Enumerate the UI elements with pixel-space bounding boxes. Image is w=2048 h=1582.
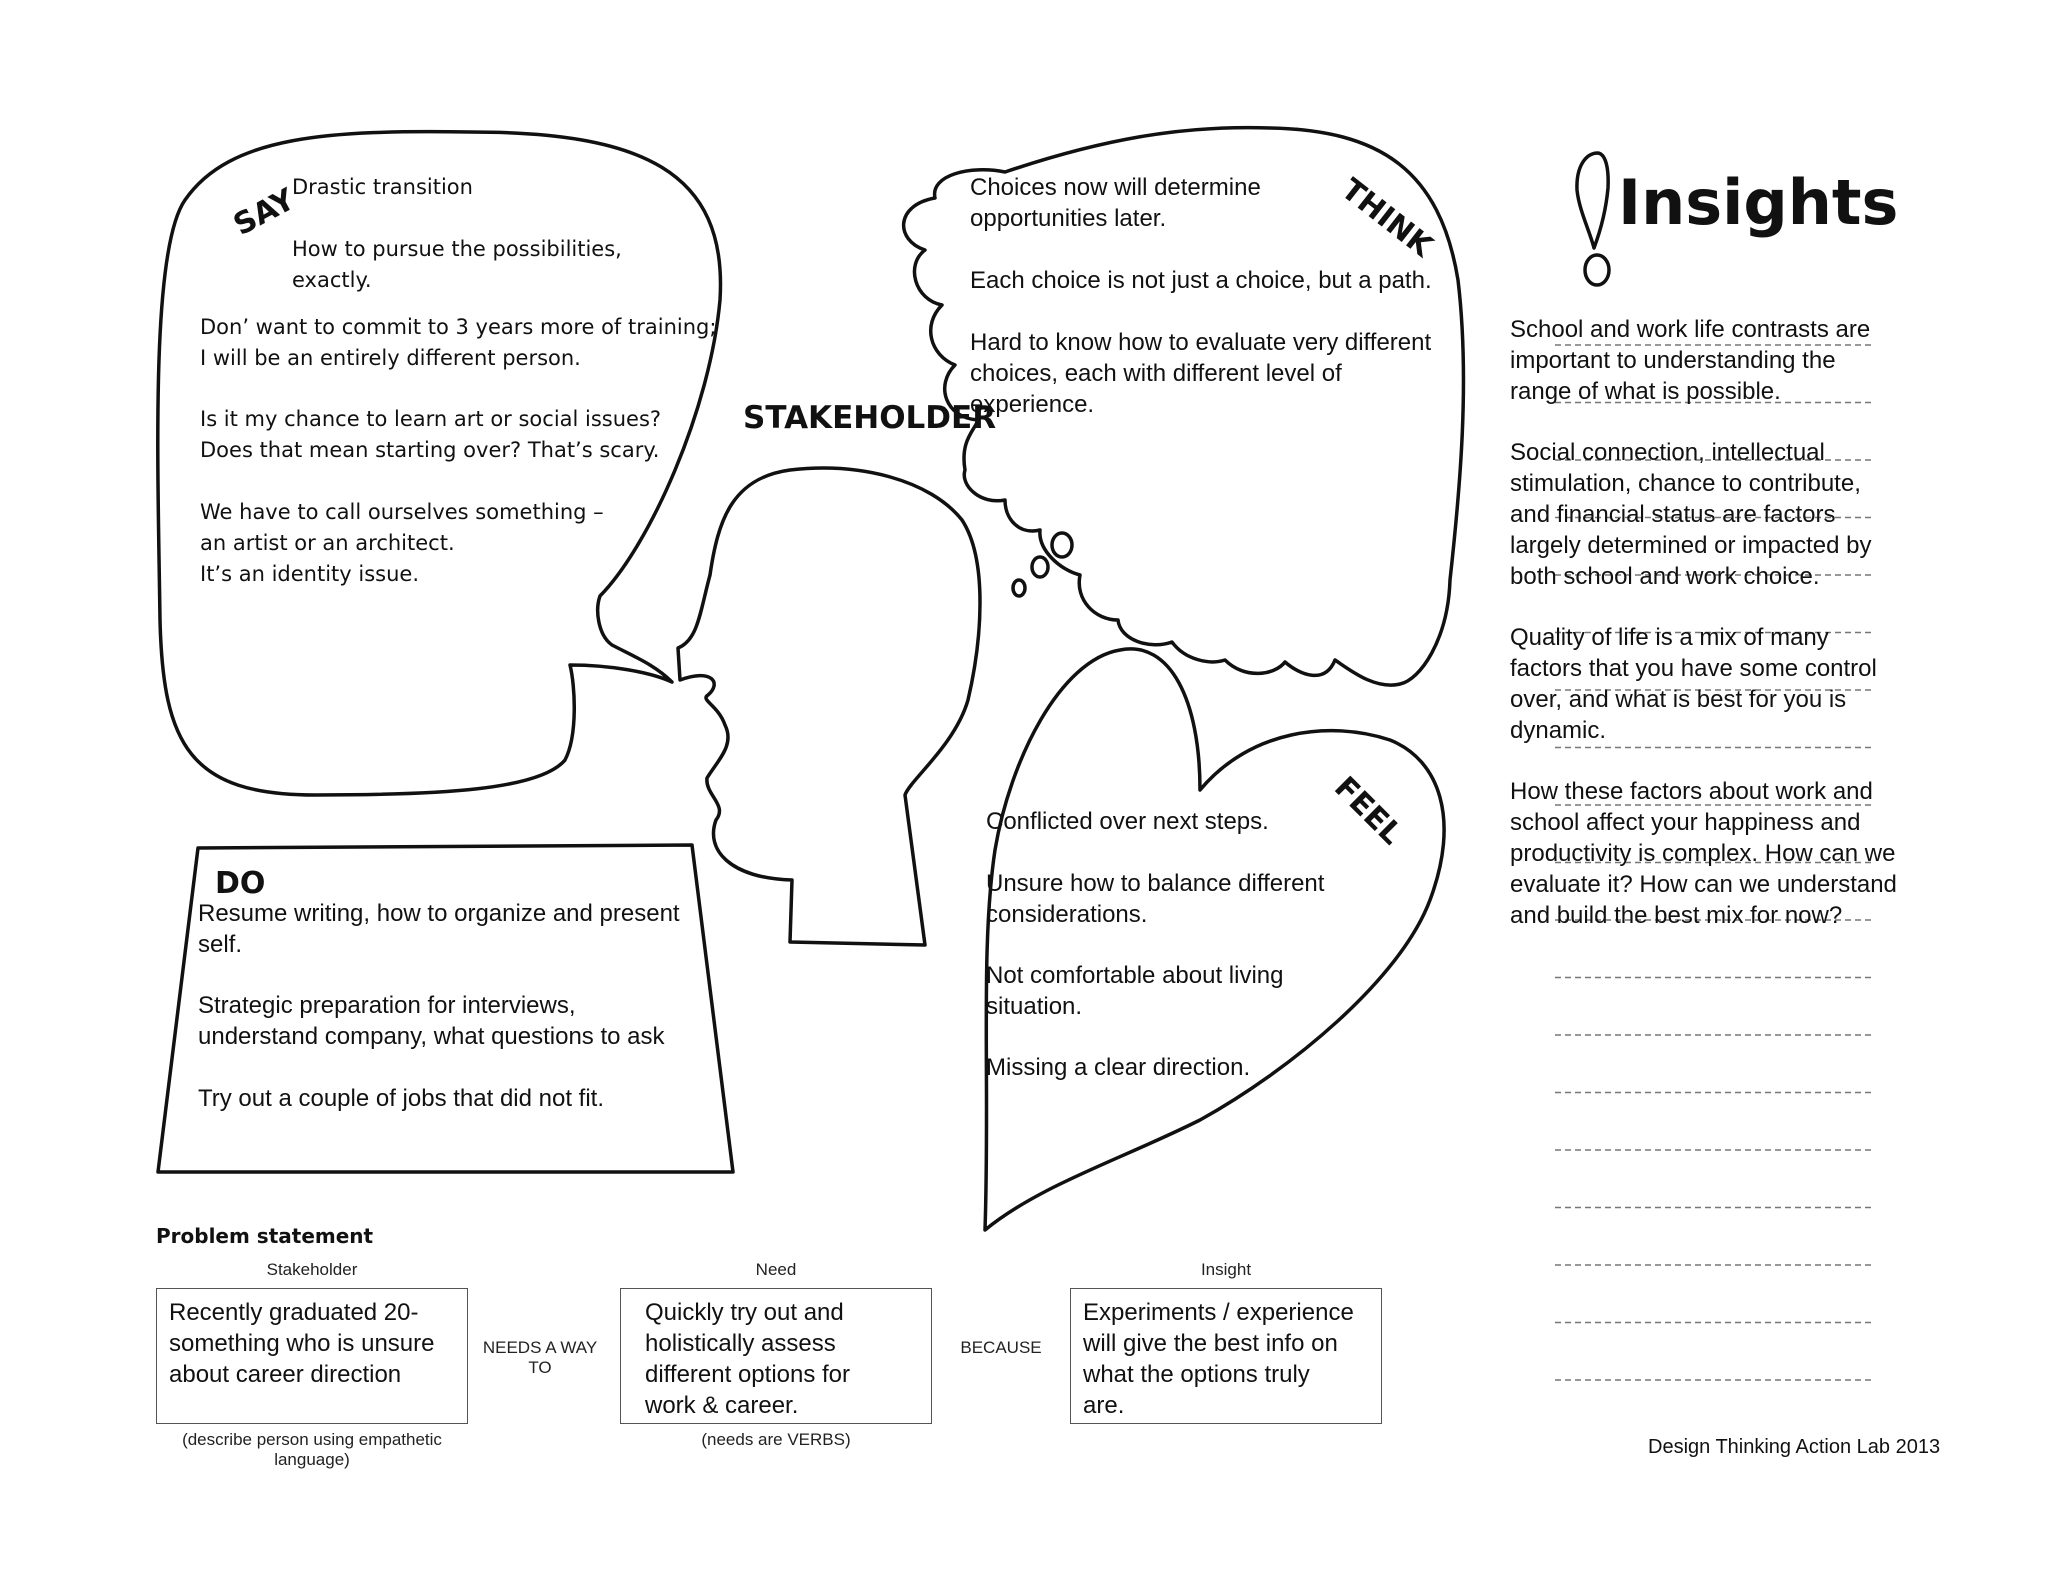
problem-need-text: Quickly try out and holistically assess different options for work & career. <box>645 1299 851 1419</box>
say-line-2: How to pursue the possibilities, exactly. <box>292 237 622 292</box>
problem-insight-box <box>1070 1288 1382 1424</box>
say-line-1: Drastic transition <box>292 175 473 199</box>
problem-stakeholder-note: (describe person using empathetic language) <box>182 1430 442 1469</box>
problem-heading: Problem statement <box>156 1224 374 1248</box>
thought-dot-medium <box>1032 557 1048 577</box>
feel-line-2: Unsure how to balance different considerations. <box>986 870 1325 928</box>
feel-label: FEEL <box>1327 770 1409 852</box>
say-line-3: Don’ want to commit to 3 years more of training; I will be an entirely different person. <box>200 315 717 370</box>
problem-stakeholder-box <box>156 1288 468 1424</box>
problem-stakeholder-text: Recently graduated 20- something who is unsure about career direction <box>169 1299 435 1388</box>
feel-line-4: Missing a clear direction. <box>986 1054 1251 1081</box>
say-line-4: Is it my chance to learn art or social issues? Does that mean starting over? That’s scary. <box>200 407 662 462</box>
feel-heart <box>985 649 1444 1230</box>
insight-item-1: School and work life contrasts are important to understanding the range of what is possible. <box>1510 316 1871 405</box>
say-line-5: We have to call ourselves something – an artist or an architect. It’s an identity issue. <box>200 500 604 586</box>
problem-stakeholder-label: Stakeholder <box>266 1260 358 1279</box>
problem-need-note: (needs are VERBS) <box>701 1430 851 1449</box>
insight-item-2: Social connection, intellectual stimulation, chance to contribute, and financial status are factors largely determined or impacted by both school and work choice. <box>1510 439 1872 590</box>
problem-need-label: Need <box>755 1260 797 1279</box>
feel-line-1: Conflicted over next steps. <box>986 808 1269 835</box>
problem-connector-because: BECAUSE <box>960 1338 1042 1357</box>
insights-title: Insights <box>1618 166 1899 239</box>
do-line-2: Strategic preparation for interviews, understand company, what questions to ask <box>198 992 665 1050</box>
think-line-2: Each choice is not just a choice, but a path. <box>970 267 1432 294</box>
problem-insight-label: Insight <box>1200 1260 1252 1279</box>
thought-dot-large <box>1052 533 1072 557</box>
insights-exclaim-dot <box>1585 255 1609 285</box>
feel-line-3: Not comfortable about living situation. <box>986 962 1284 1020</box>
do-line-1: Resume writing, how to organize and present self. <box>198 900 680 958</box>
do-label: DO <box>215 866 266 901</box>
problem-connector-needs: NEEDS A WAY TO <box>482 1338 598 1377</box>
do-line-3: Try out a couple of jobs that did not fit. <box>198 1085 605 1112</box>
footer-credit: Design Thinking Action Lab 2013 <box>1648 1436 1941 1458</box>
insight-item-4: How these factors about work and school affect your happiness and productivity is complex. How can we evaluate it? How can we understand and build the best mix for now? <box>1510 778 1897 929</box>
problem-insight-text: Experiments / experience will give the best info on what the options truly are. <box>1083 1299 1354 1419</box>
insight-item-3: Quality of life is a mix of many factors that you have some control over, and what is best for you is dynamic. <box>1510 624 1877 744</box>
stakeholder-head <box>678 468 980 945</box>
think-line-3: Hard to know how to evaluate very different choices, each with different level of experience. <box>970 329 1432 418</box>
thought-dot-small <box>1013 580 1025 596</box>
say-label: SAY <box>228 182 301 243</box>
think-line-1: Choices now will determine opportunities later. <box>970 174 1261 232</box>
insights-exclaim-stem <box>1577 153 1608 248</box>
think-label: THINK <box>1334 172 1439 265</box>
stakeholder-label: STAKEHOLDER <box>743 400 997 436</box>
problem-need-box <box>620 1288 932 1424</box>
